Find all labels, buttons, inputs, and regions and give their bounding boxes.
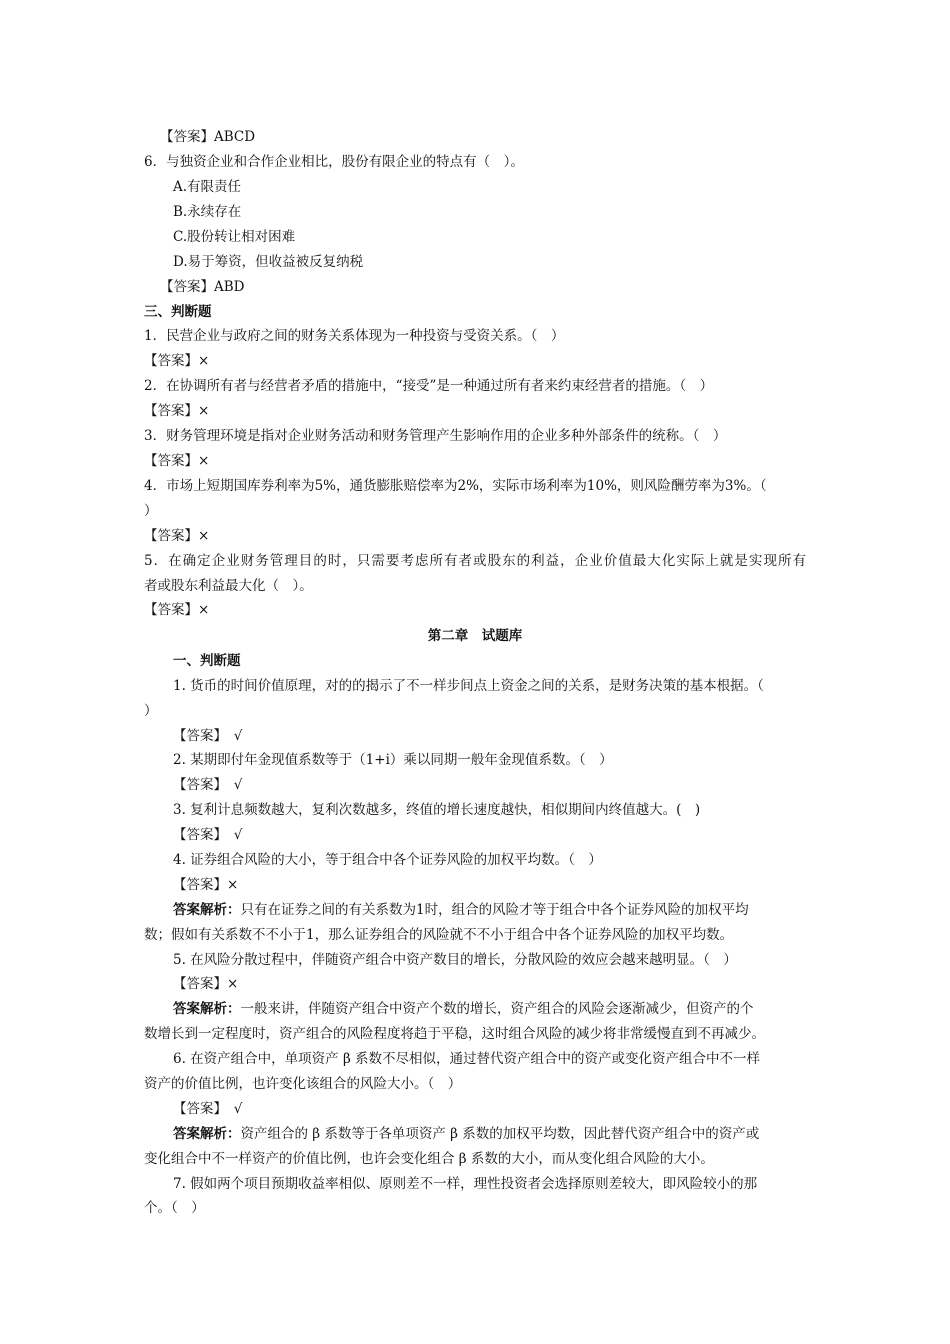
answer-line: 【答案】 √ — [173, 728, 243, 744]
explanation-label: 答案解析： — [173, 902, 241, 918]
tf-question-4: 4．市场上短期国库券利率为5%，通货膨胀赔偿率为2%，实际市场利率为10%，则风险酬劳率为3%。（ — [144, 478, 767, 494]
option-b: B.永续存在 — [173, 204, 242, 220]
chapter-title: 第二章 试题库 — [427, 628, 523, 644]
tf-question-2: 2．在协调所有者与经营者矛盾的措施中，“接受”是一种通过所有者来约束经营者的措施。（ ） — [144, 378, 714, 394]
tf-question-7: 7. 假如两个项目预期收益率相似、原则差不一样，理性投资者会选择原则差较大，即风险较小的那 — [173, 1176, 758, 1192]
explanation-line — [173, 900, 749, 920]
explanation-line — [173, 999, 754, 1019]
explanation-cont: 变化组合中不一样资产的价值比例，也许会变化组合 β 系数的大小，而从变化组合风险的大小。 — [144, 1151, 714, 1167]
tf-question-5: 5．在确定企业财务管理目的时，只需要考虑所有者或股东的利益，企业价值最大化实际上就是实现所有 — [144, 553, 806, 569]
option-c: C.股份转让相对困难 — [173, 229, 296, 245]
tf-question-5: 5. 在风险分散过程中，伴随资产组合中资产数目的增长，分散风险的效应会越来越明显。（ ） — [173, 952, 737, 968]
answer-line: 【答案】× — [144, 353, 210, 369]
explanation-label: 答案解析： — [173, 1001, 241, 1017]
tf-question-4: 4. 证券组合风险的大小，等于组合中各个证券风险的加权平均数。（ ） — [173, 852, 602, 868]
tf-question-3: 3．财务管理环境是指对企业财务活动和财务管理产生影响作用的企业多种外部条件的统称。（ ） — [144, 428, 727, 444]
tf-question-5-cont: 者或股东利益最大化（ ）。 — [144, 578, 313, 594]
answer-line: 【答案】 √ — [173, 827, 243, 843]
tf-question-1: 1. 货币的时间价值原理，对的的揭示了不一样步间点上资金之间的关系，是财务决策的基本根据。（ — [173, 678, 764, 694]
answer-line: 【答案】× — [144, 528, 210, 544]
tf-question-1: 1．民营企业与政府之间的财务关系体现为一种投资与受资关系。（ ） — [144, 328, 565, 344]
option-a: A.有限责任 — [173, 179, 242, 195]
explanation-cont: 数；假如有关系数不不小于1，那么证券组合的风险就不不小于组合中各个证券风险的加权平均数。 — [144, 927, 734, 943]
option-d: D.易于筹资，但收益被反复纳税 — [173, 254, 364, 270]
question-stem: 6．与独资企业和合作企业相比，股份有限企业的特点有（ ）。 — [144, 154, 524, 170]
tf-question-7-cont: 个。（ ） — [144, 1200, 205, 1216]
answer-line: 【答案】ABD — [160, 279, 245, 295]
answer-line: 【答案】× — [173, 877, 239, 893]
section-title: 一、判断题 — [173, 653, 241, 669]
explanation-line — [173, 1124, 759, 1144]
explanation-text: 一般来讲，伴随资产组合中资产个数的增长，资产组合的风险会逐渐减少，但资产的个 — [240, 1001, 754, 1017]
tf-question-2: 2. 某期即付年金现值系数等于（1+i）乘以同期一般年金现值系数。（ ） — [173, 752, 613, 768]
tf-question-3: 3. 复利计息频数越大，复利次数越多，终值的增长速度越快，相似期间内终值越大。( ) — [173, 802, 701, 818]
section-title: 三、判断题 — [144, 304, 212, 320]
answer-line: 【答案】 √ — [173, 1101, 243, 1117]
answer-line: 【答案】ABCD — [160, 129, 256, 145]
answer-line: 【答案】× — [144, 403, 210, 419]
answer-line: 【答案】 √ — [173, 777, 243, 793]
explanation-text: 只有在证券之间的有关系数为1时，组合的风险才等于组合中各个证券风险的加权平均 — [240, 902, 749, 918]
answer-line: 【答案】× — [144, 453, 210, 469]
explanation-text: 资产组合的 β 系数等于各单项资产 β 系数的加权平均数，因此替代资产组合中的资产或 — [240, 1126, 760, 1142]
tf-question-6-cont: 资产的价值比例，也许变化该组合的风险大小。（ ） — [144, 1076, 462, 1092]
answer-line: 【答案】× — [144, 602, 210, 618]
tf-question-1-cont: ） — [144, 703, 158, 719]
tf-question-4-cont: ） — [144, 503, 158, 519]
answer-line: 【答案】× — [173, 976, 239, 992]
tf-question-6: 6. 在资产组合中，单项资产 β 系数不尽相似，通过替代资产组合中的资产或变化资产组合中不一样 — [173, 1051, 761, 1067]
explanation-cont: 数增长到一定程度时，资产组合的风险程度将趋于平稳，这时组合风险的减少将非常缓慢直到不再减少。 — [144, 1026, 765, 1042]
explanation-label: 答案解析： — [173, 1126, 241, 1142]
